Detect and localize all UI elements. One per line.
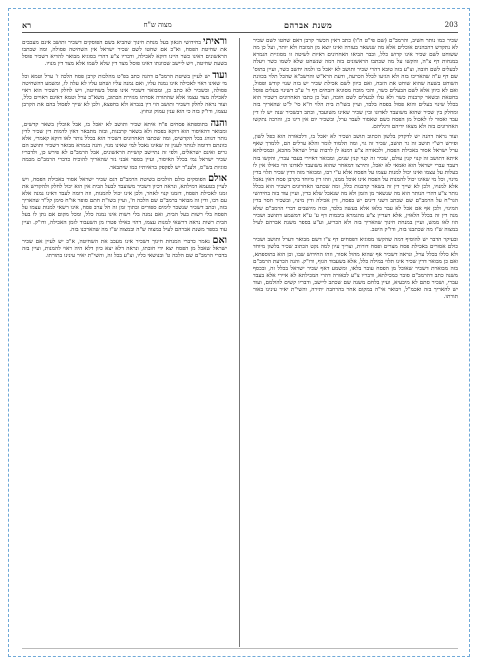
paragraph-text: ובעיקר הדבר יש להוסיף דמה שהקשו מסוגיא דפסחים דף צ"ו דשם מבואר דערל ותושב ושכיר כולם אסורים באכילת פסח מצרים ופסח דורות, וצריך עיון למה נקט הכתוב שכיר בלשון מיוחד ולא כללו בכלל ערל, ונראה דשכיר אף שהוא מהול אסור, וזהו החידוש שבו, וכן הוא בתוספתא, ואם כן מבואר דדין שכיר אינו תלוי במילה כלל, אלא בשעבוד הגוף, ודו"ק. והנה הכרעת הרמב"ם בזה מבוארת דשכיר שאוכל מן הפסח עובר בלאו, ומשמע דאף שכיר ישראל בכלל זה, ובכסף משנה כתב דהרמב"ם סובר כמכילתא, ודבריו צ"ע לכאורה דהרי המכילתא לא איירי אלא בעבד עברי, ושכיר סתם לא מיבעיא, ועיין בלחם משנה שם שכתב ליישב, ודבריו קשים להולמם, ועוד יש להאריך בזה ואכמ"ל, ויבואר אי"ה במקום אחר בהרחבה יתירה, והשי"ת יאיר עינינו באור תורתו. (253, 237, 458, 301)
footer-rule (22, 648, 458, 649)
page-number-left: רא (22, 20, 32, 30)
paragraph-text: הפוסקים כולם הולכים בשיטת הרמב"ם דגם שכיר ישראל אסור באכילת הפסח, ויש לעיין בטעמא דמילתא, ונראה דכיון דשכיר משועבד לבעל הבית אין הוא יכול לחלק ולהקדיש את זמנו לאכילת הפסח, דזמנו קנוי לאחר, ולכן אינו יכול להמנות, וזה דומה לעבד דאינו נמנה אלא עם רבו, ודין זה מבואר ברמב"ם שם הלכה ח', ועיין בשו"ת חתם סופר או"ח סימן קל"ד שהאריך בזה, וכתב דשכיר שנשכר לימים ספורים ובתוך זמן זה חל ערב פסח, אינו רשאי למנות עצמו על הפסח בלי רשות בעל הבית, ואם נמנה בלי רשות אינו נמנה כלל, ומכל מקום אם נתן לו בעל הבית רשות נראה דרשאי למנות עצמו, דהוי כאילו פטרו מן השעבוד לזמן האכילה, ודו"ק. ועיין עוד בספר משנת אברהם לעיל במצוה ש"ה ובמצוה ש"ו מה שהארכנו בזה. (22, 176, 227, 233)
paragraph-text: יש לעיין בשיטת הרמב"ם דהנה כתב בפ"ט מהלכות קרבן פסח הלכה ז' ערל וטמא וכל מי שאינו ראוי לאכילה אינו נמנה עליו, ואם נמנה עליו ושחט עליו לא עלה לו, ומשמע דהשחיטה פסולה, ובשכיר לא כתב כן, ומבואר דשכיר אינו פוסל בשחיטה, ויש לחלק דשכיר הוא ראוי לאכילה מצד עצמו אלא שהתורה אסרתו מגזירת הכתוב, משא"כ ערל וטמא דאינם ראויים כלל, ועוד נראה לחלק דשכיר ותושב הוי דין בגברא ולא בחפצא, ולכן לא שייך לפסול בהם את הקרבן עצמו, ודו"ק בזה כי הוא ענין עמוק ונחוץ. (22, 73, 227, 116)
paragraph-text: שכיר כמו נותר חשיב, והרמב"ם (שם פי"ט ה"ו) כתב דאין הכשר קרבן דאם שחטו לשם שכיר לא נתקדש דהכהנים אוכלים אלא מה שנשאר בעזרה ואינו יוצא מן המזבח ולא יותר, ועל כן מה ששוחט לשם שכיר אינו קדוש כלל, וכבר הביאו האחרונים ראיות לשיטה זו מסוגיית הגמרא במנחות דף צ"ה, והקשו על מה שכתבו הראשונים בזה דמה שנשחט שלא לשמו כשר ויעלה לבעלים לשם חובה, וצ"ע בזה טובא דהרי שכיר ותושב לא יאכל בו ולמה יחשב כשר, ועיין בתוס' שם דף ע"ה שהאריכו בזה ולא הגיעו לכלל הכרעה, ודעת הרא"ש והרשב"א שהכל תלוי בכוונת השוחט בשעה שהוא שוחט את הזבח, ואם כיוון לשם אכילת שכיר יש בזה שנוי קודש ופסול, ואם לא כיוון אלא לשם הבעלים כשר, והכי מוכח מסוגיא דזבחים דף ד' ע"ב דשינוי בעלים פוסל בחטאת ובשאר קרבנות כשר ולא עלו לבעלים לשם חובה, ועל כן כתבו האחרונים דשכיר הוא בכלל שינוי בעלים והוא פסול בפסח בלבד, ועיין בשו"ת בית הלוי ח"א סי' ל"ט שהאריך בזה ומחלק בין שכיר שהוא משועבד לאדונו ובין שכיר שאינו משועבד, וכתב דבשכיר שנה יש לו דין עבד ואסור לו לאכול מן הפסח כשם שאסור לעבד ערל, ובשכיר יום אין דינו כן, והרבה נתקשו האחרונים בזה ולא מצאו ידיהם ורגליהם. (253, 38, 458, 130)
paragraph-lead-word: והנה (210, 117, 227, 129)
paragraph (253, 237, 458, 301)
section-label: מצוה ש"ח (143, 21, 172, 29)
book-title: משנת אברהם (284, 20, 333, 30)
paragraph-text: בתוספתא פסחים פ"ח איתא שכיר ותושב לא יאכל בו, אבל אוכלין בשאר קדשים, ומבואר דהאיסור הוא דוקא בפסח ולא בשאר קרבנות, ובזה מתבאר דאין לדמות דין שכיר לדין נותר דנוהג בכל הקדשים, ומה שכתבו האחרונים דשכיר הוא בכלל נותר לאו דוקא קאמרי, אלא כוונתם דדומה לנותר לענין זה שאינו נאכל למי שאינו מנוי, והנה בגמרא מבואר דשכיר ותושב הם גרים ואינם ישראלים, ולפי זה נתיישב קושיית הראשונים, אבל הרמב"ם לא פירש כן, ולדבריו שכיר ישראל נמי בכלל האיסור, ועיין בספר אבני נזר שהאריך להוכיח כדברי הרמב"ם מכמה סוגיות בש"ס, ולענ"ד יש לפקפק בראיותיו כמו שיתבאר. (22, 121, 227, 171)
paragraph (253, 134, 458, 234)
paragraph (22, 38, 227, 69)
column-divider (239, 38, 240, 647)
paragraph (22, 172, 227, 234)
right-column (253, 38, 458, 647)
header-rule (22, 32, 458, 33)
page-number-right: 203 (444, 21, 458, 29)
paragraph-lead-word: ואם (212, 234, 227, 246)
paragraph (22, 69, 227, 117)
paragraph-lead-word: ועוד (212, 69, 227, 81)
paragraph-text: נאמר כדברי המנחת חינוך דשכיר אינו מעכב את השחיטה, א"כ יש לעיין אם שכיר ישראל שאכל מן הפסח יצא ידי חובתו, ונראה דלא יצא כיון דלא היה ראוי להמנות, ועיין בזה בדברי הרמב"ם שם הלכה ט' ובנושאי כליו, וצ"ע בכל זה, והשי"ת יאיר עינינו בתורתו. (22, 238, 227, 260)
paragraph (22, 234, 227, 260)
paragraph (22, 117, 227, 172)
left-column (22, 38, 227, 647)
paragraph-lead-word: וראיתי (203, 38, 227, 47)
page-header (22, 18, 458, 32)
paragraph (253, 38, 458, 131)
paragraph-text: ועוד נראה דהנה יש לדקדק בלשון הכתוב תושב ושכיר לא יאכל בו, דלכאורה הוא כפל לשון, ופירש רש"י תושב זה גר תושב, שכיר זה גוי, ומה תלמוד לומר והלא ערלים הם, ללמדך שאף ערל ישראל אסור באכילת הפסח, ולכאורה צ"ע דמנא לן לרבות ערל ישראל מהכא, ובמכילתא איתא דתושב זה קנוי קנין עולם, שכיר זה קנוי קנין שנים, ומבואר דאיירי בעבד עברי, והקשו בזה דעבד עברי ישראל הוא ואמאי לא יאכל, ותירצו דמאחר שהוא משועבד לאדונו הוי כאילו אין לו בעלות על עצמו ואינו יכול למנות עצמו על הפסח אלא ע"י רבו, ומבואר מזה דדין שכיר תלוי בדין מינוי, וכל מי שאינו יכול להמנות על הפסח אינו אוכל ממנו, וזהו דין מיוחד בקרבן פסח דאין נאכל אלא למנויו, ולכן לא שייך דין זה בשאר קרבנות כלל, ומה שכתבו האחרונים דשכיר הוא בכלל נותר צ"ע דהרי הנותר הוא מה שנשאר מן הזמן ולא מה שנאכל שלא כדין, ועיין עוד בזה בחידושי הגר"ח על הרמב"ם שם שכתב דשני דינים יש בפסח, דין אכילה ודין מינוי, ובשכיר חסר בדין המינוי, ולכן אף אם אכל לא עבר בלאו אלא בעשה בלבד, ובזה מיושבים דברי הרמב"ם שלא מנה דין זה בכלל הלאוין, אלא דעדיין צ"ע מהגמרא ביבמות דף ע' ע"א דמשמע דתושב ושכיר הוו לאו ממש, ועיין במנחת חינוך שהאריך בזה ולא הכריע, וע"ע בספר משנת אברהם לעיל במצוה ש"ז מה שכתבנו בזה, ודו"ק היטב. (253, 134, 458, 234)
paragraph-lead-word: אולם (208, 172, 227, 184)
paragraph-text: בחידושי הגאון בעל מנחת חינוך שהביא בשם הפוסקים דשכיר ותושב אינם מעכבים את שחיטת הפסח, וא"כ אם שחטו לשם שכיר ישראל אין השחיטה פסולה, ומה שכתבו הראשונים דאינו כשר היינו דוקא לאכילה, ודבריו צ"ע דהרי בסוגיא מבואר להדיא דשכיר פוסל בשעת שחיטה, ויש ליישב שכוונתו דאינו פוסל מצד דין שלא לשמו אלא מצד דין מנויו. (22, 40, 227, 68)
